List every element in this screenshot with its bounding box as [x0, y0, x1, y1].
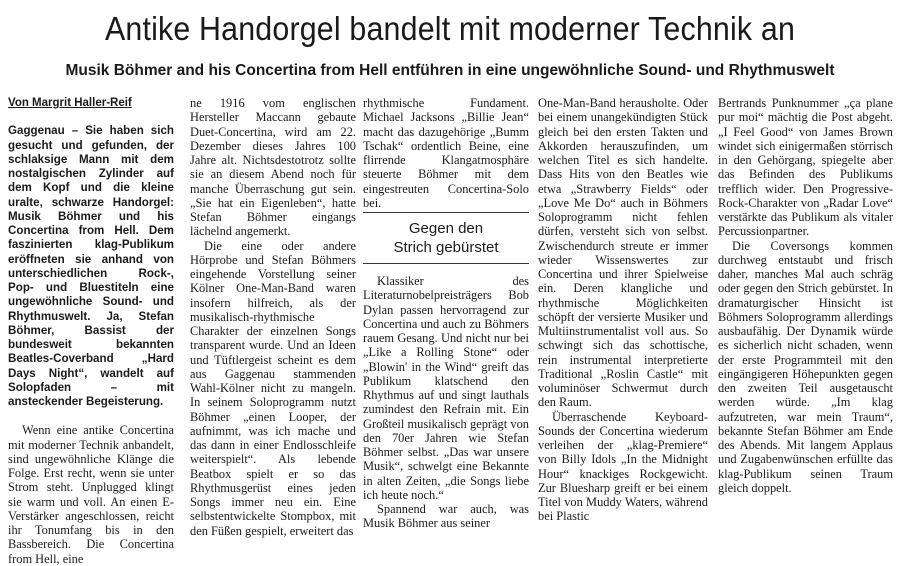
article-column-5 [718, 96, 893, 526]
intermediate-subheading [363, 212, 529, 264]
subheading-line-2: Strich gebürstet [393, 239, 499, 256]
article-column-1 [8, 96, 174, 566]
body-paragraph: rhythmische Fundament. Michael Jacksons „Billie Jean“ macht das dazugehörige „Bumm Tschak“ ordentlich Beine, eine flirrende Klangatmosphäre steuerte Böhmer mit dem eingestreuten Concertina-Solo bei. [363, 96, 529, 210]
body-paragraph: Spannend war auch, was Musik Böhmer aus seiner [363, 502, 529, 531]
body-paragraph: One-Man-Band herausholte. Oder bei einem unangekündigten Stück gleich bei den ersten Takten und Akkorden herauszufinden, um welchen Titel es sich handelte. Dass Hits von den Beatles wie etwa „Strawberry Fields“ oder „Love Me Do“ auch in Böhmers Soloprogramm nicht fehlen dürfen, versteht sich von selbst. Zwischendurch streute er immer wieder Wissenswertes zur Concertina und ihrer Spielweise ein. Deren klangliche und rhythmische Möglichkeiten schöpft der versierte Musiker und Multiinstrumentalist voll aus. So schwingt sich das schottische, rein instrumental interpretierte Traditional „Roslin Castle“ mit voluminöser Schwermut durch den Raum. [538, 96, 708, 410]
author-byline: Von Margrit Haller-Reif [8, 97, 132, 109]
headline: Antike Handorgel bandelt mit moderner Technik an [104, 10, 796, 47]
body-paragraph: Bertrands Punknummer „ça plane pur moi“ mächtig die Post abgeht. „I Feel Good“ von James Brown windet sich einigermaßen störrisch in den Gehörgang, spiegelte aber das Befinden des Publikums trefflich wider. Den Progressive-Rock-Charakter von „Radar Love“ verstärkte das Publikum als vitaler Percussionpartner. [718, 96, 893, 239]
article-column-2 [190, 96, 356, 538]
lead-paragraph: Gaggenau – Sie haben sich gesucht und gefunden, der schlaksige Mann mit dem nostalgischen Zylinder auf dem Kopf und die kleine uralte, schwarze Handorgel: Musik Böhmer und his Concertina from Hell. Dem faszinierten klag-Publikum eröffneten sie anhand von unterschiedlichen Rock-, Pop- und Bluestiteln eine ungewöhnliche Sound- und Rhythmuswelt. Ja, Stefan Böhmer, Bassist der bundesweit bekannten Beatles-Coverband „Hard Days Night“, wandelt auf Solopfaden – mit ansteckender Begeisterung. [8, 124, 174, 408]
subheadline: Musik Böhmer and his Concertina from Hell entführen in eine ungewöhnliche Sound- und Rhythmuswelt [65, 62, 835, 79]
article-column-4 [538, 96, 708, 526]
body-paragraph: Klassiker des Literaturnobelpreisträgers Bob Dylan passen hervorragend zur Concertina und auch zu Böhmers rauem Gesang. Und nicht nur bei „Like a Rolling Stone“ oder „Blowin' in the Wind“ greift das Publikum klatschend den Rhythmus auf und singt lauthals zumindest den Refrain mit. Ein Großteil musikalisch geprägt von den 70er Jahren wie Stefan Böhmer selbst. „Das war unsere Musik“, schwelgt eine Bekannte in alten Zeiten, „die Songs liebe ich heute noch.“ [363, 274, 529, 502]
body-paragraph: Wenn eine antike Concertina mit moderner Technik anbandelt, sind ungewöhnliche Klänge die Folge. Erst recht, wenn sie unter Strom steht. Unplugged klingt sie warm und voll. An einen E-Verstärker angeschlossen, reicht ihr Tonumfang bis in den Bassbereich. Die Concertina from Hell, eine [8, 423, 174, 566]
body-paragraph: ne 1916 vom englischen Hersteller Maccann gebaute Duet-Concertina, wird am 22. Dezember dieses Jahres 100 Jahre alt. Nichtsdestotrotz sollte sie an diesem Abend noch für manche Überraschung gut sein. „Sie hat ein Eigenleben“, hatte Stefan Böhmer eingangs lächelnd angemerkt. [190, 96, 356, 239]
body-paragraph: Die Coversongs kommen durchweg entstaubt und frisch daher, manches Mal auch schräg oder gegen den Strich gebürstet. In dramaturgischer Hinsicht ist Böhmers Soloprogramm allerdings ausbaufähig. Der Dynamik würde es sicherlich nicht schaden, wenn der erste Programmteil mit den eingängigeren Höhepunkten gegen den zweiten Teil ausgetauscht werden würde. „Im klag aufzutreten, war mein Traum“, bekannte Stefan Böhmer am Ende des Abends. Mit langem Applaus und Zugabenwünschen erfüllte das klag-Publikum seinen Traum gleich doppelt. [718, 238, 893, 495]
subheading-line-1: Gegen den [408, 220, 484, 237]
body-paragraph: Die eine oder andere Hörprobe und Stefan Böhmers eingehende Vorstellung seiner Kölner One-Man-Band waren insofern hilfreich, als der musikalisch-rhythmische Charakter der einzelnen Songs transparent wurde. Und an Ideen und Tüftlergeist scheint es dem aus Gaggenau stammenden Wahl-Kölner nicht zu mangeln. In seinem Soloprogramm nutzt Böhmer „einen Looper, der aufnimmt, was ich mache und das dann in einer Endlosschleife weiterspielt“. Als lebende Beatbox spielt er so das Rhythmusgerüst eines jeden Songs immer neu ein. Eine selbstentwickelte Stompbox, mit den Füßen gespielt, erweitert das [190, 238, 356, 538]
body-paragraph: Überraschende Keyboard-Sounds der Concertina wiederum verleihen der „klag-Premiere“ von Billy Idols „In the Midnight Hour“ knackiges Rockgewicht. Zur Bluesharp greift er bei einem Titel von Muddy Waters, während bei Plastic [538, 409, 708, 524]
article-column-3 [363, 96, 529, 531]
